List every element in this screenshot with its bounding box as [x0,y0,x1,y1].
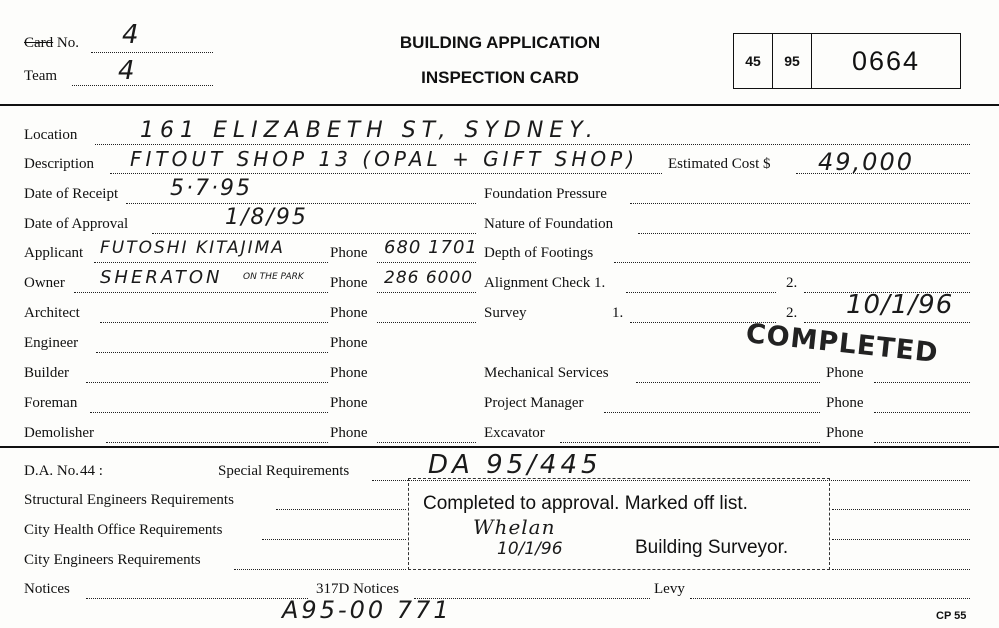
city-engineers-line-right [832,569,970,570]
project-manager-label: Project Manager [484,395,584,411]
foreman-line [90,412,328,413]
description-label: Description [24,156,94,172]
alignment-check-1-line [626,292,776,293]
excavator-phone-label: Phone [826,425,864,441]
date-of-approval-label: Date of Approval [24,216,129,232]
mechanical-services-line [636,382,820,383]
da-no-label: D.A. No. [24,463,79,479]
team-line [72,85,213,86]
applicant-phone-label: Phone [330,245,368,261]
title-line-2: INSPECTION CARD [421,68,579,87]
team-label: Team [24,68,58,84]
divider-bottom [0,446,999,448]
architect-phone-label: Phone [330,305,368,321]
builder-label: Builder [24,365,69,381]
nature-of-foundation-label: Nature of Foundation [484,216,614,232]
applicant-phone-value: 680 1701 [384,237,478,258]
owner-line [74,292,328,293]
excavator-line [560,442,820,443]
builder-line [86,382,328,383]
signature: Whelan [473,515,556,539]
applicant-value: FUTOSHI KITAJIMA [100,238,285,258]
owner-phone-value: 286 6000 [384,268,474,288]
applicant-phone-line [377,262,476,263]
special-requirements-value: DA 95/445 [428,450,602,480]
builder-phone-label: Phone [330,365,368,381]
owner-label: Owner [24,275,65,291]
mechanical-phone-line [874,382,970,383]
mechanical-phone-label: Phone [826,365,864,381]
survey-1-label: 1. [612,305,624,321]
city-health-line [262,539,406,540]
date-of-receipt-line [126,203,476,204]
depth-of-footings-label: Depth of Footings [484,245,594,261]
box-number: 0664 [851,45,921,76]
da-no-value: 44 : [80,463,103,479]
divider-top [0,104,999,106]
box-part-2: 95 [773,34,812,88]
notices-line [86,598,308,599]
applicant-line [94,262,328,263]
architect-phone-line [377,322,476,323]
city-health-label: City Health Office Requirements [24,522,223,538]
engineer-phone-label: Phone [330,335,368,351]
city-health-line-right [832,539,970,540]
owner-suffix: ON THE PARK [243,272,304,282]
date-of-approval-value: 1/8/95 [225,205,308,230]
location-line [95,144,970,145]
engineer-label: Engineer [24,335,79,351]
location-label: Location [24,127,78,143]
city-engineers-label: City Engineers Requirements [24,552,201,568]
foreman-phone-label: Phone [330,395,368,411]
foundation-pressure-label: Foundation Pressure [484,186,607,202]
project-manager-line [604,412,820,413]
demolisher-label: Demolisher [24,425,94,441]
survey-2-value: 10/1/96 [846,290,954,320]
date-of-receipt-value: 5·7·95 [170,176,252,201]
architect-label: Architect [24,305,80,321]
nature-of-foundation-line [638,233,970,234]
survey-2-label: 2. [786,305,798,321]
card-number-box [733,33,961,89]
owner-phone-line [377,292,476,293]
signature-date: 10/1/96 [497,539,563,559]
team-value: 4 [118,56,137,86]
levy-label: Levy [654,581,685,597]
title-line-1: BUILDING APPLICATION [399,33,601,52]
card-no-value: 4 [122,20,141,50]
survey-label: Survey [484,305,527,321]
structural-engineers-label: Structural Engineers Requirements [24,492,234,508]
card-no-line [91,52,213,53]
notices-label: Notices [24,581,70,597]
foreman-label: Foreman [24,395,78,411]
location-value: 161 ELIZABETH ST, SYDNEY. [140,118,599,143]
levy-line [690,598,970,599]
structural-engineers-line-right [832,509,970,510]
form-code: CP 55 [936,610,967,622]
approval-text: Completed to approval. Marked off list. [423,493,748,514]
card-label: Card No. [24,35,80,51]
date-of-receipt-label: Date of Receipt [24,186,119,202]
applicant-label: Applicant [24,245,84,261]
engineer-line [96,352,328,353]
demolisher-phone-line [377,442,476,443]
description-value: FITOUT SHOP 13 (OPAL + GIFT SHOP) [130,147,638,171]
file-reference: A95-00 771 [282,596,452,624]
survey-2-line [804,322,970,323]
box-part-1: 45 [734,34,773,88]
owner-value: SHERATON [100,267,223,288]
foundation-pressure-line [630,203,970,204]
alignment-check-2-label: 2. [786,275,798,291]
completed-stamp: COMPLETED [744,318,940,370]
demolisher-line [106,442,328,443]
special-requirements-label: Special Requirements [218,463,350,479]
project-manager-phone-label: Phone [826,395,864,411]
notices-317d-label: 317D Notices [316,581,399,597]
architect-line [100,322,328,323]
owner-phone-label: Phone [330,275,368,291]
building-surveyor-label: Building Surveyor. [635,537,789,558]
structural-engineers-line [276,509,406,510]
mechanical-services-label: Mechanical Services [484,365,609,381]
approval-stamp-box [408,478,830,570]
excavator-phone-line [874,442,970,443]
alignment-check-label: Alignment Check 1. [484,275,606,291]
project-manager-phone-line [874,412,970,413]
date-of-approval-line [152,233,476,234]
demolisher-phone-label: Phone [330,425,368,441]
city-engineers-line [234,569,406,570]
depth-of-footings-line [614,262,970,263]
estimated-cost-value: 49,000 [818,148,914,176]
description-line [110,173,662,174]
estimated-cost-label: Estimated Cost $ [668,156,771,172]
excavator-label: Excavator [484,425,545,441]
